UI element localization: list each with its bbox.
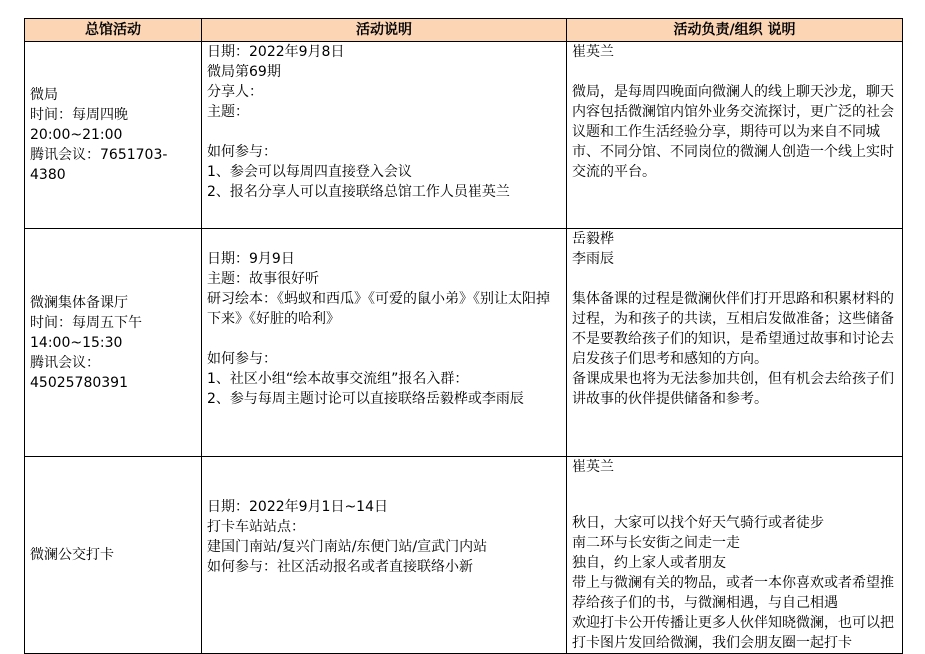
activity-cell <box>25 229 202 457</box>
cell-line: 微局，是每周四晚面向微澜人的线上聊天沙龙，聊天内容包括微澜馆内馆外业务交流探讨，更广泛的社会议题和工作生活经验分享，期待可以为来自不同城市、不同分馆、不同岗位的微澜人创造一个线上实时交流的平台。 <box>572 84 894 180</box>
cell-line: 日期：9月9日 <box>207 251 295 267</box>
header-description: 活动说明 <box>202 19 567 42</box>
activity-cell <box>25 42 202 229</box>
cell-line <box>207 122 562 142</box>
cell-line: 日期：2022年9月1日~14日 <box>207 499 388 515</box>
cell-line: 日期：2022年9月8日 <box>207 44 345 60</box>
header-row <box>25 19 903 42</box>
cell-line <box>572 477 898 495</box>
details-cell <box>202 229 567 457</box>
cell-line <box>207 477 562 497</box>
cell-line: 微局 <box>30 87 58 103</box>
cell-line: 微澜集体备课厅 <box>30 294 128 311</box>
cell-line <box>207 229 562 249</box>
cell-line: 腾讯会议：7651703-4380 <box>30 147 168 183</box>
cell-line: 崔英兰 <box>572 44 614 60</box>
cell-line: 如何参与：社区活动报名或者直接联络小新 <box>207 559 473 575</box>
cell-line: 时间：每周五下午 <box>30 314 142 331</box>
cell-line <box>572 269 898 289</box>
cell-line: 研习绘本：《蚂蚁和西瓜》《可爱的鼠小弟》《别让太阳掉下来》《好脏的哈利》 <box>207 291 550 327</box>
cell-line: 欢迎打卡公开传播让更多人伙伴知晓微澜，也可以把打卡图片发回给微澜，我们会朋友圈一起打卡 <box>572 615 894 651</box>
cell-line: 腾讯会议： <box>30 354 100 371</box>
organizer-cell <box>567 229 903 457</box>
cell-line: 如何参与： <box>207 351 277 367</box>
cell-line: 微澜公交打卡 <box>30 547 114 563</box>
details-cell <box>202 42 567 229</box>
table-row <box>25 457 903 654</box>
cell-line: 备课成果也将为无法参加共创，但有机会去给孩子们讲故事的伙伴提供储备和参考。 <box>572 371 894 407</box>
organizer-cell <box>567 42 903 229</box>
cell-line: 秋日，大家可以找个好天气骑行或者徒步 <box>572 515 824 531</box>
cell-line: 独自，约上家人或者朋友 <box>572 555 726 571</box>
cell-line <box>207 457 562 477</box>
header-organizer: 活动负责/组织 说明 <box>567 19 903 42</box>
cell-line: 如何参与： <box>207 144 277 160</box>
cell-line: 分享人： <box>207 84 263 100</box>
details-cell <box>202 457 567 654</box>
cell-line: 主题：故事很好听 <box>207 271 319 287</box>
cell-line: 2、报名分享人可以直接联络总馆工作人员崔英兰 <box>207 184 510 200</box>
cell-line: 1、社区小组“绘本故事交流组”报名入群： <box>207 371 469 387</box>
table-row <box>25 42 903 229</box>
activity-table <box>24 18 903 654</box>
cell-line: 建国门南站/复兴门南站/东便门站/宣武门内站 <box>207 539 488 555</box>
cell-line: 主题： <box>207 104 249 120</box>
cell-line: 微局第69期 <box>207 64 281 80</box>
cell-line: 2、参与每周主题讨论可以直接联络岳毅桦或李雨辰 <box>207 391 524 407</box>
cell-line <box>207 329 562 349</box>
cell-line <box>572 495 898 513</box>
cell-line: 14:00~15:30 <box>30 334 123 351</box>
cell-line: 打卡车站站点： <box>207 519 305 535</box>
cell-line: 南二环与长安街之间走一走 <box>572 535 740 551</box>
cell-line <box>572 62 898 82</box>
cell-line: 时间：每周四晚 <box>30 107 128 123</box>
cell-line: 20:00~21:00 <box>30 127 123 143</box>
header-activity: 总馆活动 <box>25 19 202 42</box>
cell-line: 岳毅桦 <box>572 231 614 247</box>
cell-line: 45025780391 <box>30 374 128 391</box>
cell-line: 1、参会可以每周四直接登入会议 <box>207 164 412 180</box>
activity-cell <box>25 457 202 654</box>
cell-line: 李雨辰 <box>572 251 614 267</box>
table-row <box>25 229 903 457</box>
cell-line: 带上与微澜有关的物品，或者一本你喜欢或者希望推荐给孩子们的书，与微澜相遇，与自己相遇 <box>572 575 894 611</box>
cell-line: 集体备课的过程是微澜伙伴们打开思路和积累材料的过程，为和孩子的共读，互相启发做准备；这些储备不是要教给孩子们的知识，是希望通过故事和讨论去启发孩子们思考和感知的方向。 <box>572 291 894 367</box>
cell-line: 崔英兰 <box>572 459 614 475</box>
organizer-cell <box>567 457 903 654</box>
